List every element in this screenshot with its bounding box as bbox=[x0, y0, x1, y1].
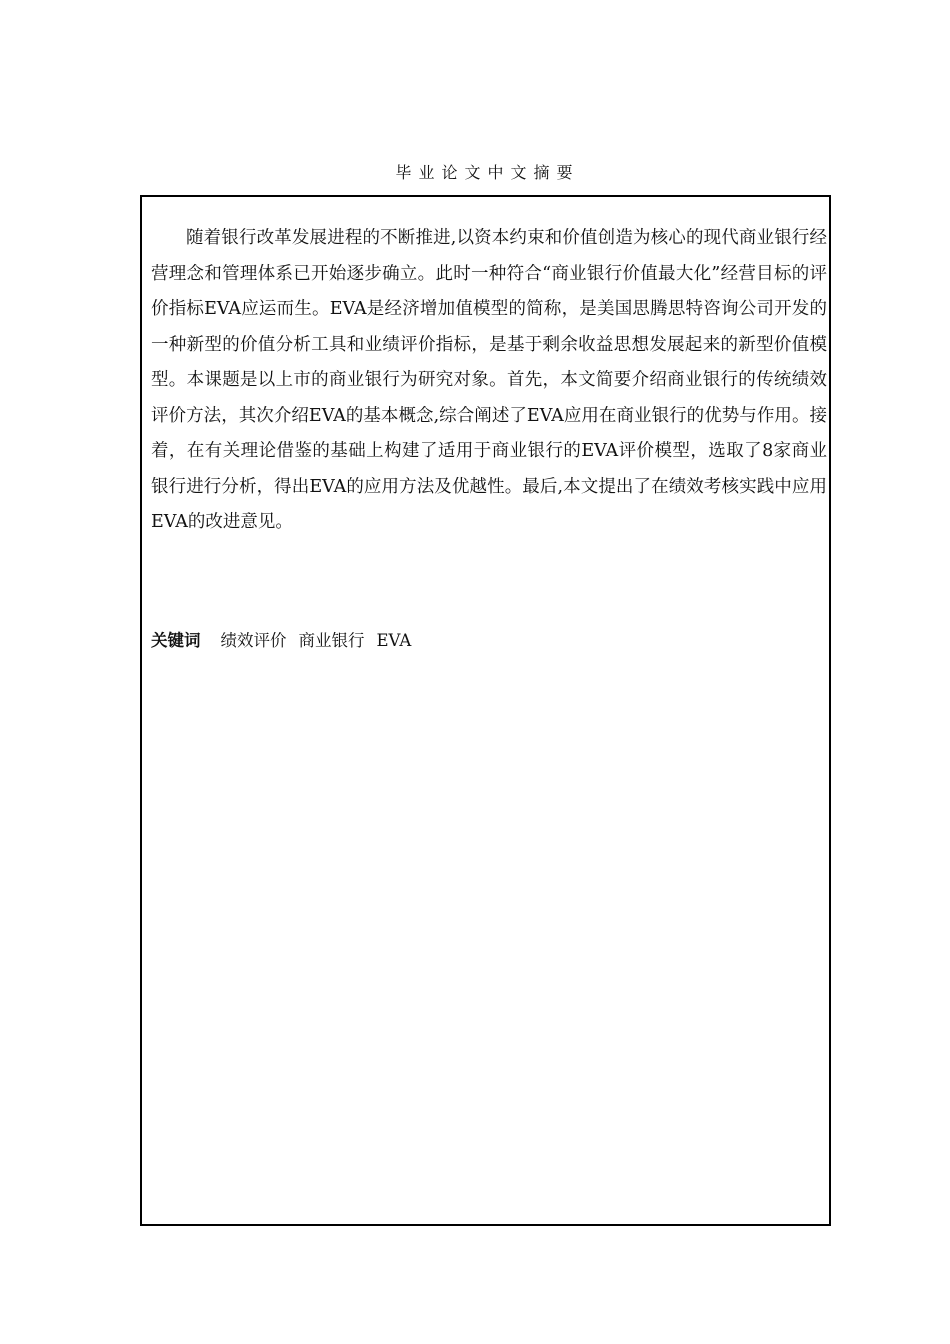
keyword-item: 绩效评价 bbox=[220, 631, 287, 650]
keywords-row bbox=[151, 629, 423, 653]
abstract-body-text: 随着银行改革发展进程的不断推进,以资本约束和价值创造为核心的现代商业银行经营理念和管理体系已开始逐步确立。此时一种符合“商业银行价值最大化”经营目标的评价指标EVA应运而生。EVA是经济增加值模型的简称，是美国思腾思特咨询公司开发的一种新型的价值分析工具和业绩评价指标，是基于剩余收益思想发展起来的新型价值模型。本课题是以上市的商业银行为研究对象。首先，本文简要介绍商业银行的传统绩效评价方法，其次介绍EVA的基本概念,综合阐述了EVA应用在商业银行的优势与作用。接着，在有关理论借鉴的基础上构建了适用于商业银行的EVA评价模型，选取了8家商业银行进行分析，得出EVA的应用方法及优越性。最后,本文提出了在绩效考核实践中应用EVA的改进意见。 bbox=[151, 228, 827, 532]
abstract-box bbox=[140, 195, 831, 1226]
page-heading: 毕业论文中文摘要 bbox=[395, 163, 580, 182]
keyword-item: EVA bbox=[376, 631, 412, 650]
keywords-label: 关键词 bbox=[151, 631, 201, 650]
keyword-item: 商业银行 bbox=[298, 631, 365, 650]
